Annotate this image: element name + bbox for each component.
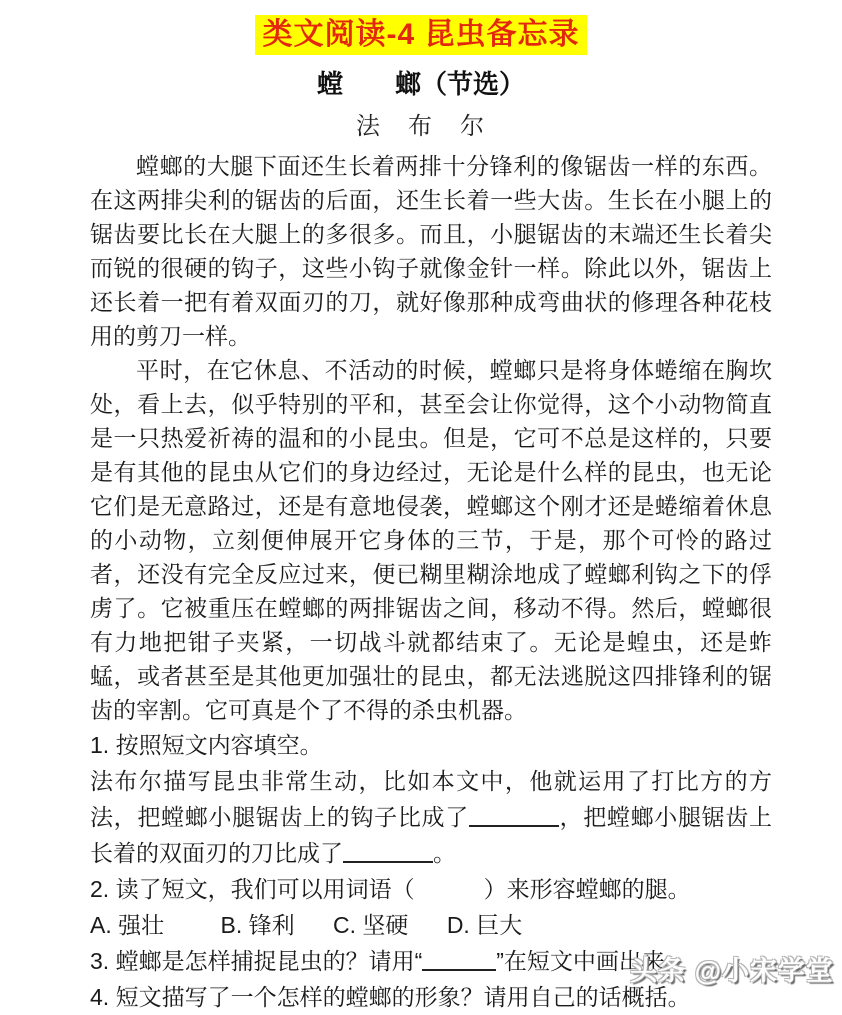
- question-3-text-part2: ”在短文中画出来。: [496, 947, 688, 974]
- fill-blank-3: [422, 949, 496, 971]
- question-1-text-part2: ，把螳螂小腿锯齿上长着的双面刃的刀比成了: [90, 803, 773, 866]
- title-row: [0, 15, 842, 55]
- question-1-body: [90, 763, 772, 871]
- question-1-text-part1: 法布尔描写昆虫非常生动，比如本文中，他就运用了打比方的方法，把螳螂小腿锯齿上的钩子比成了: [90, 767, 772, 830]
- option-c: C. 坚硬: [333, 911, 409, 938]
- question-3-text-part1: 3. 螳螂是怎样捕捉昆虫的？请用“: [90, 947, 423, 974]
- watermark: 头条 @小宋学堂: [630, 956, 834, 986]
- question-2-options: [90, 907, 772, 943]
- option-b: B. 锋利: [220, 911, 295, 938]
- passage-content: [0, 141, 842, 1015]
- option-a: A. 强壮: [90, 911, 165, 938]
- fill-blank-2: [343, 841, 433, 863]
- passage-paragraph-1: 螳螂的大腿下面还生长着两排十分锋利的像锯齿一样的东西。在这两排尖利的锯齿的后面，还生长着一些大齿。生长在小腿上的锯齿要比长在大腿上的多很多。而且，小腿锯齿的末端还生长着尖而锐的很硬的钩子，这些小钩子就像金针一样。除此以外，锯齿上还长着一把有着双面刃的刀，就好像那种成弯曲状的修理各种花枝用的剪刀一样。: [90, 152, 772, 349]
- question-4: 4. 短文描写了一个怎样的螳螂的形象？请用自己的话概括。: [90, 983, 691, 1010]
- passage-title: 螳 螂（节选）: [316, 68, 525, 99]
- question-1-label: 1. 按照短文内容填空。: [90, 731, 323, 758]
- question-2-label: 2. 读了短文，我们可以用词语（ ）来形容螳螂的腿。: [90, 875, 691, 902]
- fill-blank-1: [469, 805, 559, 827]
- passage-paragraph-2: 平时，在它休息、不活动的时候，螳螂只是将身体蜷缩在胸坎处，看上去，似乎特别的平和，甚至会让你觉得，这个小动物简直是一只热爱祈祷的温和的小昆虫。但是，它可不总是这样的，只要是有其他的昆虫从它们的身边经过，无论是什么样的昆虫，也无论它们是无意路过，还是有意地侵袭，螳螂这个刚才还是蜷缩着休息的小动物，立刻便伸展开它身体的三节，于是，那个可怜的路过者，还没有完全反应过来，便已糊里糊涂地成了螳螂利钩之下的俘虏了。它被重压在螳螂的两排锯齿之间，移动不得。然后，螳螂很有力地把钳子夹紧，一切战斗就都结束了。无论是蝗虫，还是蚱蜢，或者甚至是其他更加强壮的昆虫，都无法逃脱这四排锋利的锯齿的宰割。它可真是个了不得的杀虫机器。: [90, 356, 772, 723]
- passage-author: 法 布 尔: [356, 112, 486, 140]
- option-d: D. 巨大: [446, 911, 523, 938]
- question-1-text-end: 。: [433, 839, 456, 866]
- page-title: 类文阅读-4 昆虫备忘录: [255, 15, 586, 55]
- header: [0, 0, 842, 141]
